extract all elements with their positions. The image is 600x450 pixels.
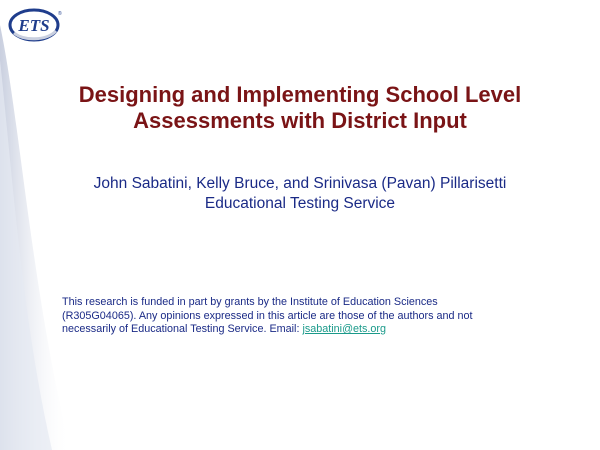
funding-line-2: (R305G04065). Any opinions expressed in this article are those of the authors and not [62,309,473,322]
funding-line-3 [62,323,562,337]
slide-title [40,82,560,134]
author-names: John Sabatini, Kelly Bruce, and Srinivasa (Pavan) Pillarisetti [93,175,507,192]
email-link[interactable]: jsabatini@ets.org [302,323,387,335]
ets-logo-text: ETS [18,16,50,35]
svg-text:®: ® [58,11,62,17]
funding-note [62,296,562,337]
title-line-2: Assessments with District Input [133,108,467,133]
authors-block [40,174,560,214]
title-line-1: Designing and Implementing School Level [78,82,522,107]
funding-line-3-text: necessarily of Educational Testing Service. Email: [62,323,303,335]
funding-line-1: This research is funded in part by grants by the Institute of Education Sciences [62,296,438,308]
organization: Educational Testing Service [204,195,396,212]
ets-logo [6,5,66,45]
